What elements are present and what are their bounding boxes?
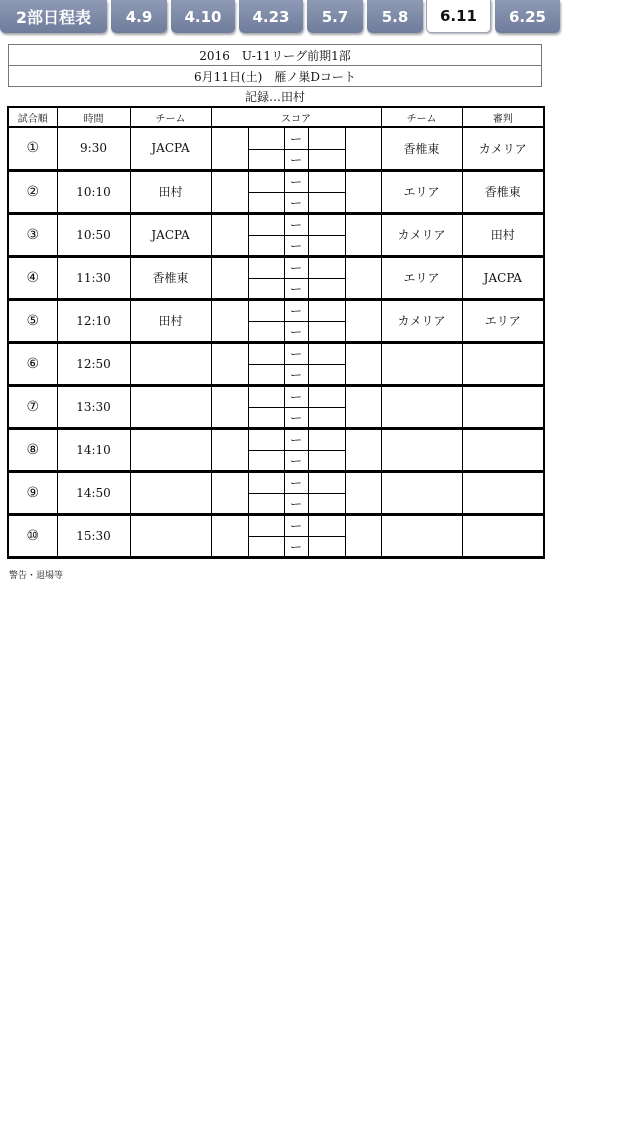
table-row	[8, 471, 544, 493]
table-row	[8, 127, 544, 149]
team-a	[130, 342, 211, 385]
tab-6-11[interactable]: 6.11	[426, 0, 491, 33]
team-a-half-score	[248, 385, 284, 407]
match-time: 14:50	[57, 471, 130, 514]
table-row	[8, 213, 544, 235]
team-a-total-score	[211, 385, 248, 428]
referee: JACPA	[462, 256, 544, 299]
team-a: 田村	[130, 170, 211, 213]
team-a-total-score	[211, 428, 248, 471]
team-a-total-score	[211, 514, 248, 557]
team-b-half-score	[308, 407, 345, 428]
team-b-half-score	[308, 493, 345, 514]
match-number: ⑩	[8, 514, 57, 557]
team-a-half-score	[248, 278, 284, 299]
team-b: エリア	[381, 170, 462, 213]
team-b-half-score	[308, 514, 345, 536]
team-b-half-score	[308, 321, 345, 342]
tab-bar	[0, 0, 640, 36]
team-b-total-score	[345, 385, 381, 428]
team-b	[381, 514, 462, 557]
team-b-total-score	[345, 514, 381, 557]
tab-6-25[interactable]: 6.25	[495, 0, 560, 33]
table-header-row	[8, 107, 544, 127]
referee: カメリア	[462, 127, 544, 170]
table-row	[8, 299, 544, 321]
header-team-a: チーム	[130, 107, 211, 127]
table-row	[8, 342, 544, 364]
team-a-half-score	[248, 342, 284, 364]
team-a-half-score	[248, 170, 284, 192]
recorder-label: 記録…田村	[244, 90, 305, 104]
team-b-half-score	[308, 256, 345, 278]
team-a: JACPA	[130, 127, 211, 170]
match-time: 11:30	[57, 256, 130, 299]
team-b: 香椎東	[381, 127, 462, 170]
team-a-half-score	[248, 192, 284, 213]
team-a-half-score	[248, 321, 284, 342]
team-b-total-score	[345, 213, 381, 256]
team-a-half-score	[248, 299, 284, 321]
score-dash: ー	[284, 170, 308, 192]
header-order: 試合順	[8, 107, 57, 127]
team-b	[381, 471, 462, 514]
team-b-half-score	[308, 278, 345, 299]
team-a: 田村	[130, 299, 211, 342]
team-b: エリア	[381, 256, 462, 299]
team-b-half-score	[308, 213, 345, 235]
score-dash: ー	[284, 192, 308, 213]
league-title: 2016 U-11リーグ前期1部	[8, 44, 542, 66]
team-a-total-score	[211, 213, 248, 256]
team-a	[130, 385, 211, 428]
team-a-half-score	[248, 213, 284, 235]
score-dash: ー	[284, 342, 308, 364]
score-dash: ー	[284, 471, 308, 493]
team-a-total-score	[211, 342, 248, 385]
score-dash: ー	[284, 364, 308, 385]
match-number: ⑥	[8, 342, 57, 385]
team-a-half-score	[248, 364, 284, 385]
referee: 田村	[462, 213, 544, 256]
team-b-half-score	[308, 299, 345, 321]
tab-4-9[interactable]: 4.9	[111, 0, 167, 33]
team-a-half-score	[248, 536, 284, 557]
referee	[462, 471, 544, 514]
tab-schedule[interactable]: 2部日程表	[0, 0, 107, 33]
tab-4-23[interactable]: 4.23	[239, 0, 303, 33]
team-b-half-score	[308, 127, 345, 149]
team-a-half-score	[248, 450, 284, 471]
referee	[462, 342, 544, 385]
header-referee: 審判	[462, 107, 544, 127]
team-b-total-score	[345, 428, 381, 471]
team-a-half-score	[248, 407, 284, 428]
team-b-half-score	[308, 342, 345, 364]
team-a-half-score	[248, 235, 284, 256]
team-b	[381, 428, 462, 471]
referee	[462, 514, 544, 557]
team-b-total-score	[345, 299, 381, 342]
team-a-total-score	[211, 170, 248, 213]
match-time: 15:30	[57, 514, 130, 557]
score-dash: ー	[284, 149, 308, 170]
score-dash: ー	[284, 256, 308, 278]
referee: 香椎東	[462, 170, 544, 213]
match-number: ⑦	[8, 385, 57, 428]
team-a	[130, 514, 211, 557]
header-time: 時間	[57, 107, 130, 127]
header-score: スコア	[211, 107, 381, 127]
team-b-total-score	[345, 170, 381, 213]
score-dash: ー	[284, 493, 308, 514]
team-b-half-score	[308, 428, 345, 450]
score-dash: ー	[284, 407, 308, 428]
score-dash: ー	[284, 428, 308, 450]
team-b-half-score	[308, 170, 345, 192]
team-a-half-score	[248, 149, 284, 170]
team-b-half-score	[308, 364, 345, 385]
schedule-table	[7, 106, 545, 559]
team-b-total-score	[345, 127, 381, 170]
team-b	[381, 342, 462, 385]
score-dash: ー	[284, 450, 308, 471]
score-dash: ー	[284, 536, 308, 557]
table-row	[8, 256, 544, 278]
team-a-half-score	[248, 256, 284, 278]
team-a	[130, 428, 211, 471]
team-a-total-score	[211, 256, 248, 299]
score-dash: ー	[284, 321, 308, 342]
team-b-total-score	[345, 256, 381, 299]
match-number: ⑨	[8, 471, 57, 514]
team-b-half-score	[308, 385, 345, 407]
team-b-half-score	[308, 192, 345, 213]
match-number: ④	[8, 256, 57, 299]
referee: エリア	[462, 299, 544, 342]
team-a-half-score	[248, 428, 284, 450]
table-row	[8, 170, 544, 192]
tab-4-10[interactable]: 4.10	[171, 0, 235, 33]
team-a-half-score	[248, 514, 284, 536]
team-a-half-score	[248, 471, 284, 493]
team-b: カメリア	[381, 299, 462, 342]
team-b-half-score	[308, 450, 345, 471]
team-a-total-score	[211, 299, 248, 342]
footer-note: 警告・退場等	[9, 571, 64, 581]
match-time: 13:30	[57, 385, 130, 428]
match-time: 10:50	[57, 213, 130, 256]
match-time: 10:10	[57, 170, 130, 213]
team-b: カメリア	[381, 213, 462, 256]
match-number: ⑧	[8, 428, 57, 471]
score-dash: ー	[284, 235, 308, 256]
match-number: ②	[8, 170, 57, 213]
team-b-half-score	[308, 235, 345, 256]
match-number: ①	[8, 127, 57, 170]
team-a: 香椎東	[130, 256, 211, 299]
date-venue: 6月11日(土) 雁ノ巣Dコート	[8, 65, 542, 87]
team-a	[130, 471, 211, 514]
header-team-b: チーム	[381, 107, 462, 127]
team-a-total-score	[211, 127, 248, 170]
team-a-total-score	[211, 471, 248, 514]
team-b-half-score	[308, 536, 345, 557]
match-number: ③	[8, 213, 57, 256]
score-dash: ー	[284, 127, 308, 149]
referee	[462, 428, 544, 471]
team-b-half-score	[308, 149, 345, 170]
score-dash: ー	[284, 514, 308, 536]
table-row	[8, 514, 544, 536]
team-b-total-score	[345, 342, 381, 385]
table-row	[8, 428, 544, 450]
team-b	[381, 385, 462, 428]
table-row	[8, 385, 544, 407]
tab-5-7[interactable]: 5.7	[307, 0, 363, 33]
match-time: 14:10	[57, 428, 130, 471]
team-b-total-score	[345, 471, 381, 514]
match-time: 12:50	[57, 342, 130, 385]
team-a-half-score	[248, 127, 284, 149]
score-dash: ー	[284, 299, 308, 321]
match-number: ⑤	[8, 299, 57, 342]
team-a: JACPA	[130, 213, 211, 256]
tab-5-8[interactable]: 5.8	[367, 0, 423, 33]
score-dash: ー	[284, 213, 308, 235]
team-a-half-score	[248, 493, 284, 514]
team-b-half-score	[308, 471, 345, 493]
match-time: 12:10	[57, 299, 130, 342]
match-time: 9:30	[57, 127, 130, 170]
referee	[462, 385, 544, 428]
score-dash: ー	[284, 385, 308, 407]
score-dash: ー	[284, 278, 308, 299]
